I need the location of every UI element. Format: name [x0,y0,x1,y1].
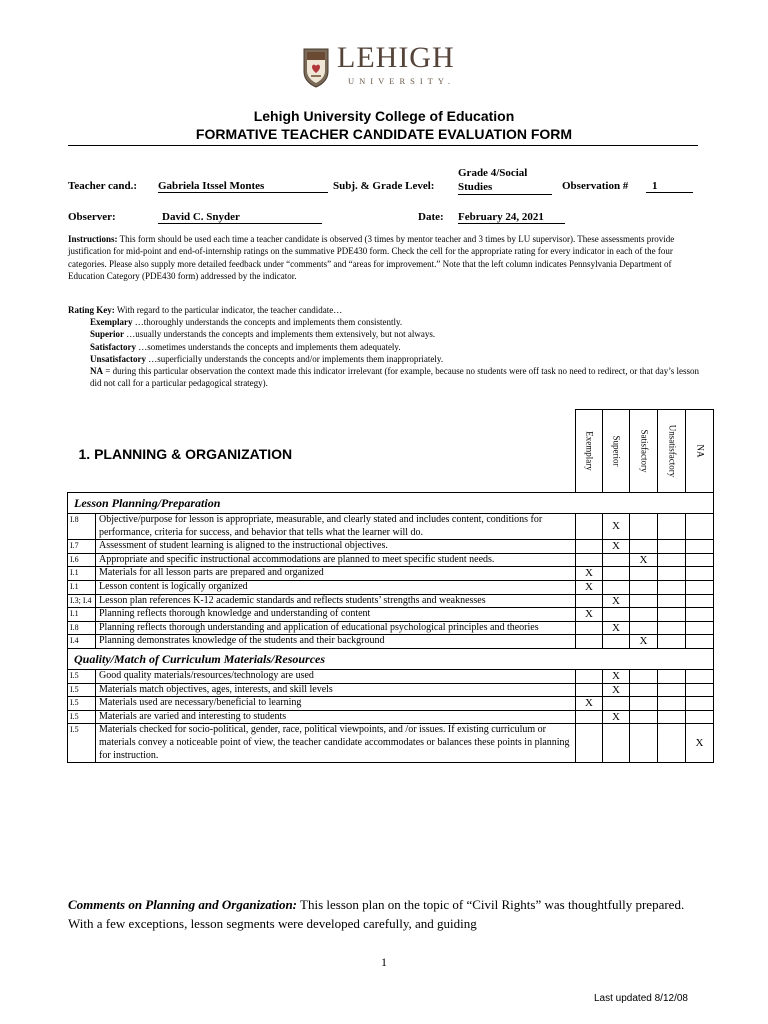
instructions-label: Instructions: [68,234,118,244]
rating-cell[interactable] [658,683,686,697]
teacher-value: Gabriela Itssel Montes [158,180,328,193]
date-label: Date: [418,211,444,223]
table-row [68,514,714,540]
rating-cell[interactable] [603,697,630,711]
lehigh-shield-logo [303,48,329,88]
indicator-text: Materials are varied and interesting to students [96,710,576,724]
observation-label: Observation # [562,180,629,192]
rating-cell[interactable] [576,683,603,697]
rating-cell[interactable] [686,567,714,581]
indicator-text: Materials match objectives, ages, interests, and skill levels [96,683,576,697]
rating-cell[interactable] [686,697,714,711]
table-row [68,683,714,697]
rating-cell[interactable] [630,514,658,540]
rating-cell[interactable] [658,594,686,608]
observer-value: David C. Snyder [158,211,322,224]
table-row [68,621,714,635]
instructions [68,233,698,283]
instructions-text: This form should be used each time a teacher candidate is observed (3 times by mentor teacher and 3 times by LU supervisor). These assessments provide justification for mid-point and end-of-internship ratings on the summative PDE430 form. Check the cell for the appropriate rating for every indicator in each of the four categories. Please also supply more detailed feedback under “comments” and “areas for improvement.” Note that the left column indicates Pennsylvania Department of Education Category (PDE430 form) addressed by the indicator. [68,234,675,282]
pde-code: I.8 [68,621,96,635]
indicator-text: Objective/purpose for lesson is appropriate, measurable, and clearly stated and includes content, conditions for performance, criteria for success, and behavior that tells what the learner will do. [96,514,576,540]
rating-cell[interactable] [658,567,686,581]
rating-cell[interactable] [658,580,686,594]
rating-key-item: Satisfactory …sometimes understands the concepts and implements them adequately. [90,341,401,352]
pde-code: I.6 [68,553,96,567]
table-row [68,697,714,711]
rating-cell[interactable] [576,594,603,608]
rating-cell[interactable] [603,724,630,763]
rating-cell[interactable] [658,697,686,711]
indicator-text: Lesson content is logically organized [96,580,576,594]
column-header: Exemplary [576,410,603,493]
column-header: Unsatisfactory [658,410,686,493]
rating-cell[interactable] [576,514,603,540]
rating-cell[interactable]: X [576,580,603,594]
table-row [68,567,714,581]
pde-code: I.3; I.4 [68,594,96,608]
title-rule [68,145,698,146]
pde-code: I.8 [68,514,96,540]
rating-cell[interactable] [658,540,686,554]
rating-cell[interactable] [630,540,658,554]
table-row [68,594,714,608]
comments-text: This lesson plan on the topic of “Civil Rights” was thoughtfully prepared. With a few exceptions, lesson segments were developed carefully, and guiding [68,897,685,931]
rating-cell[interactable] [603,635,630,649]
rating-cell[interactable] [603,553,630,567]
rating-cell[interactable] [658,621,686,635]
rating-cell[interactable]: X [576,608,603,622]
rating-cell[interactable] [630,669,658,683]
indicator-text: Planning demonstrates knowledge of the students and their background [96,635,576,649]
rating-cell[interactable] [658,724,686,763]
group-title: Quality/Match of Curriculum Materials/Resources [68,648,714,669]
table-row [68,669,714,683]
rating-cell[interactable] [630,594,658,608]
rating-cell[interactable]: X [630,553,658,567]
rating-cell[interactable] [603,580,630,594]
rating-cell[interactable] [630,580,658,594]
rating-cell[interactable]: X [603,540,630,554]
table-row [68,635,714,649]
rating-cell[interactable] [686,669,714,683]
rating-cell[interactable] [686,635,714,649]
indicator-text: Planning reflects thorough understanding and application of educational psychological principles and theories [96,621,576,635]
pde-code: I.5 [68,697,96,711]
rating-cell[interactable] [576,724,603,763]
pde-code: I.5 [68,683,96,697]
rating-key-item: NA = during this particular observation the context made this indicator irrelevant (for example, because no students were off task no need to redirect, or that day’s lesson did not call for a particular pedagogical strategy). [90,366,699,389]
rating-key [68,304,708,389]
table-row [68,580,714,594]
date-value: February 24, 2021 [458,211,565,224]
indicator-text: Good quality materials/resources/technology are used [96,669,576,683]
rating-cell[interactable] [576,553,603,567]
rating-key-intro: With regard to the particular indicator, the teacher candidate… [114,305,343,315]
rating-cell[interactable] [630,724,658,763]
form-title: FORMATIVE TEACHER CANDIDATE EVALUATION FORM [195,126,573,142]
pde-code: I.4 [68,635,96,649]
last-updated: Last updated 8/12/08 [594,993,688,1004]
rating-cell[interactable] [658,608,686,622]
rating-cell[interactable] [576,635,603,649]
observation-value: 1 [646,180,693,193]
pde-code: I.1 [68,608,96,622]
rating-cell[interactable]: X [686,724,714,763]
logo-subtitle: UNIVERSITY. [348,76,456,86]
subject-value: Grade 4/Social Studies [458,166,552,195]
rating-cell[interactable] [686,553,714,567]
rating-cell[interactable] [630,567,658,581]
table-row [68,540,714,554]
rating-cell[interactable]: X [576,697,603,711]
subject-label: Subj. & Grade Level: [333,180,435,192]
pde-code: I.5 [68,724,96,763]
rating-cell[interactable] [630,683,658,697]
indicator-text: Assessment of student learning is aligned to the instructional objectives. [96,540,576,554]
rating-key-item: Superior …usually understands the concepts and implements them extensively, but not always. [90,329,436,340]
rating-cell[interactable] [576,540,603,554]
rating-cell[interactable] [576,710,603,724]
rating-cell[interactable] [576,621,603,635]
pde-code: I.1 [68,567,96,581]
indicator-text: Appropriate and specific instructional accommodations are planned to meet specific student needs. [96,553,576,567]
rating-cell[interactable]: X [603,594,630,608]
logo-wordmark: LEHIGH [337,41,455,74]
rating-cell[interactable] [630,621,658,635]
rating-cell[interactable]: X [603,514,630,540]
teacher-label: Teacher cand.: [68,180,138,192]
indicator-text: Planning reflects thorough knowledge and understanding of content [96,608,576,622]
rating-key-item: Exemplary …thoroughly understands the concepts and implements them consistently. [90,317,403,328]
observer-label: Observer: [68,211,116,223]
rating-cell[interactable] [686,514,714,540]
rating-cell[interactable]: X [576,567,603,581]
rating-cell[interactable]: X [603,683,630,697]
indicator-text: Materials for all lesson parts are prepared and organized [96,567,576,581]
document-title: Lehigh University College of Education [253,108,515,124]
rating-cell[interactable]: X [603,621,630,635]
rating-cell[interactable] [686,594,714,608]
rating-cell[interactable] [603,608,630,622]
rating-cell[interactable] [630,697,658,711]
rating-cell[interactable] [686,683,714,697]
evaluation-table [67,409,714,763]
indicator-text: Lesson plan references K-12 academic standards and reflects students’ strengths and weaknesses [96,594,576,608]
table-row [68,724,714,763]
page-number: 1 [381,955,387,969]
comments-label: Comments on Planning and Organization: [68,897,298,912]
rating-cell[interactable] [686,621,714,635]
rating-cell[interactable] [658,553,686,567]
rating-cell[interactable] [576,669,603,683]
column-header: NA [686,410,714,493]
rating-cell[interactable] [658,635,686,649]
section-title: 1. PLANNING & ORGANIZATION [78,445,293,462]
rating-cell[interactable]: X [603,669,630,683]
group-title: Lesson Planning/Preparation [68,493,714,514]
rating-cell[interactable] [630,608,658,622]
indicator-text: Materials used are necessary/beneficial to learning [96,697,576,711]
pde-code: I.5 [68,669,96,683]
indicator-text: Materials checked for socio-political, gender, race, political viewpoints, and /or issues. If existing curriculum or materials convey a noticeable point of view, the teacher candidate accommodates or balances these points in planning for instruction. [96,724,576,763]
table-row [68,608,714,622]
rating-cell[interactable] [658,669,686,683]
rating-cell[interactable] [630,710,658,724]
section-header-cell [68,410,576,493]
rating-cell[interactable] [686,710,714,724]
table-row [68,710,714,724]
rating-cell[interactable] [686,608,714,622]
pde-code: I.5 [68,710,96,724]
rating-key-label: Rating Key: [68,305,115,315]
rating-cell[interactable]: X [603,710,630,724]
rating-cell[interactable] [658,514,686,540]
rating-cell[interactable] [603,567,630,581]
column-header: Satisfactory [630,410,658,493]
rating-cell[interactable] [686,580,714,594]
column-header: Superior [603,410,630,493]
comments [68,895,698,933]
table-row [68,553,714,567]
rating-cell[interactable]: X [630,635,658,649]
pde-code: I.7 [68,540,96,554]
pde-code: I.1 [68,580,96,594]
rating-cell[interactable] [658,710,686,724]
rating-key-item: Unsatisfactory …superficially understands the concepts and/or implements them inappropriately. [90,353,444,364]
rating-cell[interactable] [686,540,714,554]
